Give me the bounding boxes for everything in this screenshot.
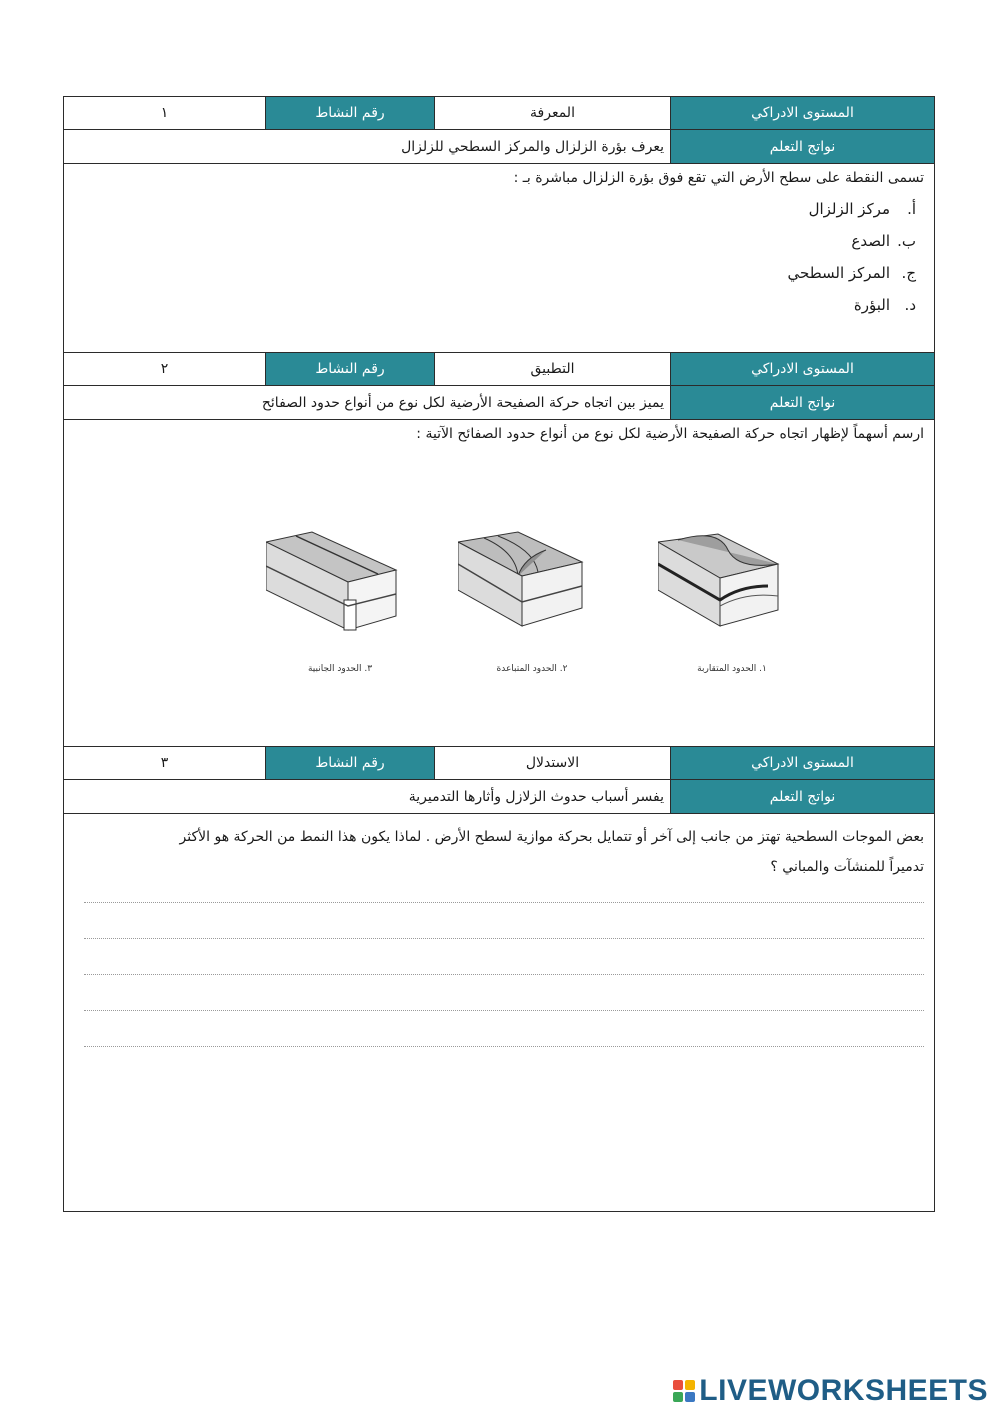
transform-boundary-figure[interactable]: ٣. الحدود الجانبية	[266, 530, 414, 680]
activity-1-header-row	[64, 97, 934, 130]
logo-text: LIVEWORKSHEETS	[699, 1374, 988, 1407]
outcomes-label: نواتج التعلم	[671, 130, 934, 163]
divergent-boundary-figure[interactable]: ٢. الحدود المتباعدة	[458, 530, 606, 680]
answer-line[interactable]	[84, 902, 924, 903]
option-c[interactable]: ج. المركز السطحي	[787, 264, 916, 282]
convergent-boundary-diagram-icon	[658, 530, 806, 660]
outcome-text: يعرف بؤرة الزلزال والمركز السطحي للزلزال	[64, 130, 671, 163]
convergent-boundary-figure[interactable]: ١. الحدود المتقاربة	[658, 530, 806, 680]
activity-number-value: ١	[64, 97, 266, 129]
activity-number-label: رقم النشاط	[266, 353, 434, 385]
activity-3-header-row	[64, 747, 934, 780]
logo-grid-icon	[673, 1380, 695, 1402]
worksheet-table	[63, 96, 935, 1212]
activity-3-outcome-row	[64, 780, 934, 814]
liveworksheets-logo	[673, 1374, 988, 1408]
answer-line[interactable]	[84, 1010, 924, 1011]
level-label: المستوى الادراكي	[671, 97, 934, 129]
activity-number-label: رقم النشاط	[266, 97, 434, 129]
activity-2-body	[64, 420, 934, 747]
activity-2-header-row	[64, 353, 934, 386]
transform-boundary-diagram-icon	[266, 530, 414, 660]
option-d[interactable]: د. البؤرة	[853, 296, 916, 314]
level-label: المستوى الادراكي	[671, 747, 934, 779]
activity-2-outcome-row	[64, 386, 934, 420]
activity-3-body	[64, 814, 934, 1211]
answer-area[interactable]	[74, 902, 924, 1047]
question-text: ارسم أسهماً لإظهار اتجاه حركة الصفيحة الأرضية لكل نوع من أنواع حدود الصفائح الآتية :	[416, 426, 924, 442]
answer-line[interactable]	[84, 938, 924, 939]
outcomes-label: نواتج التعلم	[671, 386, 934, 419]
question-text: تسمى النقطة على سطح الأرض التي تقع فوق بؤرة الزلزال مباشرة بـ :	[513, 170, 924, 186]
question-text: بعض الموجات السطحية تهتز من جانب إلى آخر أو تتمايل بحركة موازية لسطح الأرض . لماذا يكون هذا النمط من الحركة هو الأكثر	[179, 829, 924, 845]
plate-boundary-figures	[74, 442, 924, 682]
activity-number-label: رقم النشاط	[266, 747, 434, 779]
divergent-boundary-diagram-icon	[458, 530, 606, 660]
outcome-text: يفسر أسباب حدوث الزلازل وأثارها التدميرية	[64, 780, 671, 813]
answer-line[interactable]	[84, 974, 924, 975]
level-value: الاستدلال	[434, 747, 671, 779]
answer-line[interactable]	[84, 1046, 924, 1047]
level-value: التطبيق	[434, 353, 671, 385]
activity-1-outcome-row	[64, 130, 934, 164]
option-b[interactable]: ب. الصدع	[851, 232, 916, 250]
level-value: المعرفة	[434, 97, 671, 129]
question-text-line-2: تدميراً للمنشآت والمباني ؟	[770, 859, 924, 875]
outcome-text: يميز بين اتجاه حركة الصفيحة الأرضية لكل نوع من أنواع حدود الصفائح	[64, 386, 671, 419]
activity-number-value: ٢	[64, 353, 266, 385]
option-a[interactable]: أ. مركز الزلزال	[808, 200, 916, 218]
activity-1-body	[64, 164, 934, 353]
level-label: المستوى الادراكي	[671, 353, 934, 385]
outcomes-label: نواتج التعلم	[671, 780, 934, 813]
activity-number-value: ٣	[64, 747, 266, 779]
